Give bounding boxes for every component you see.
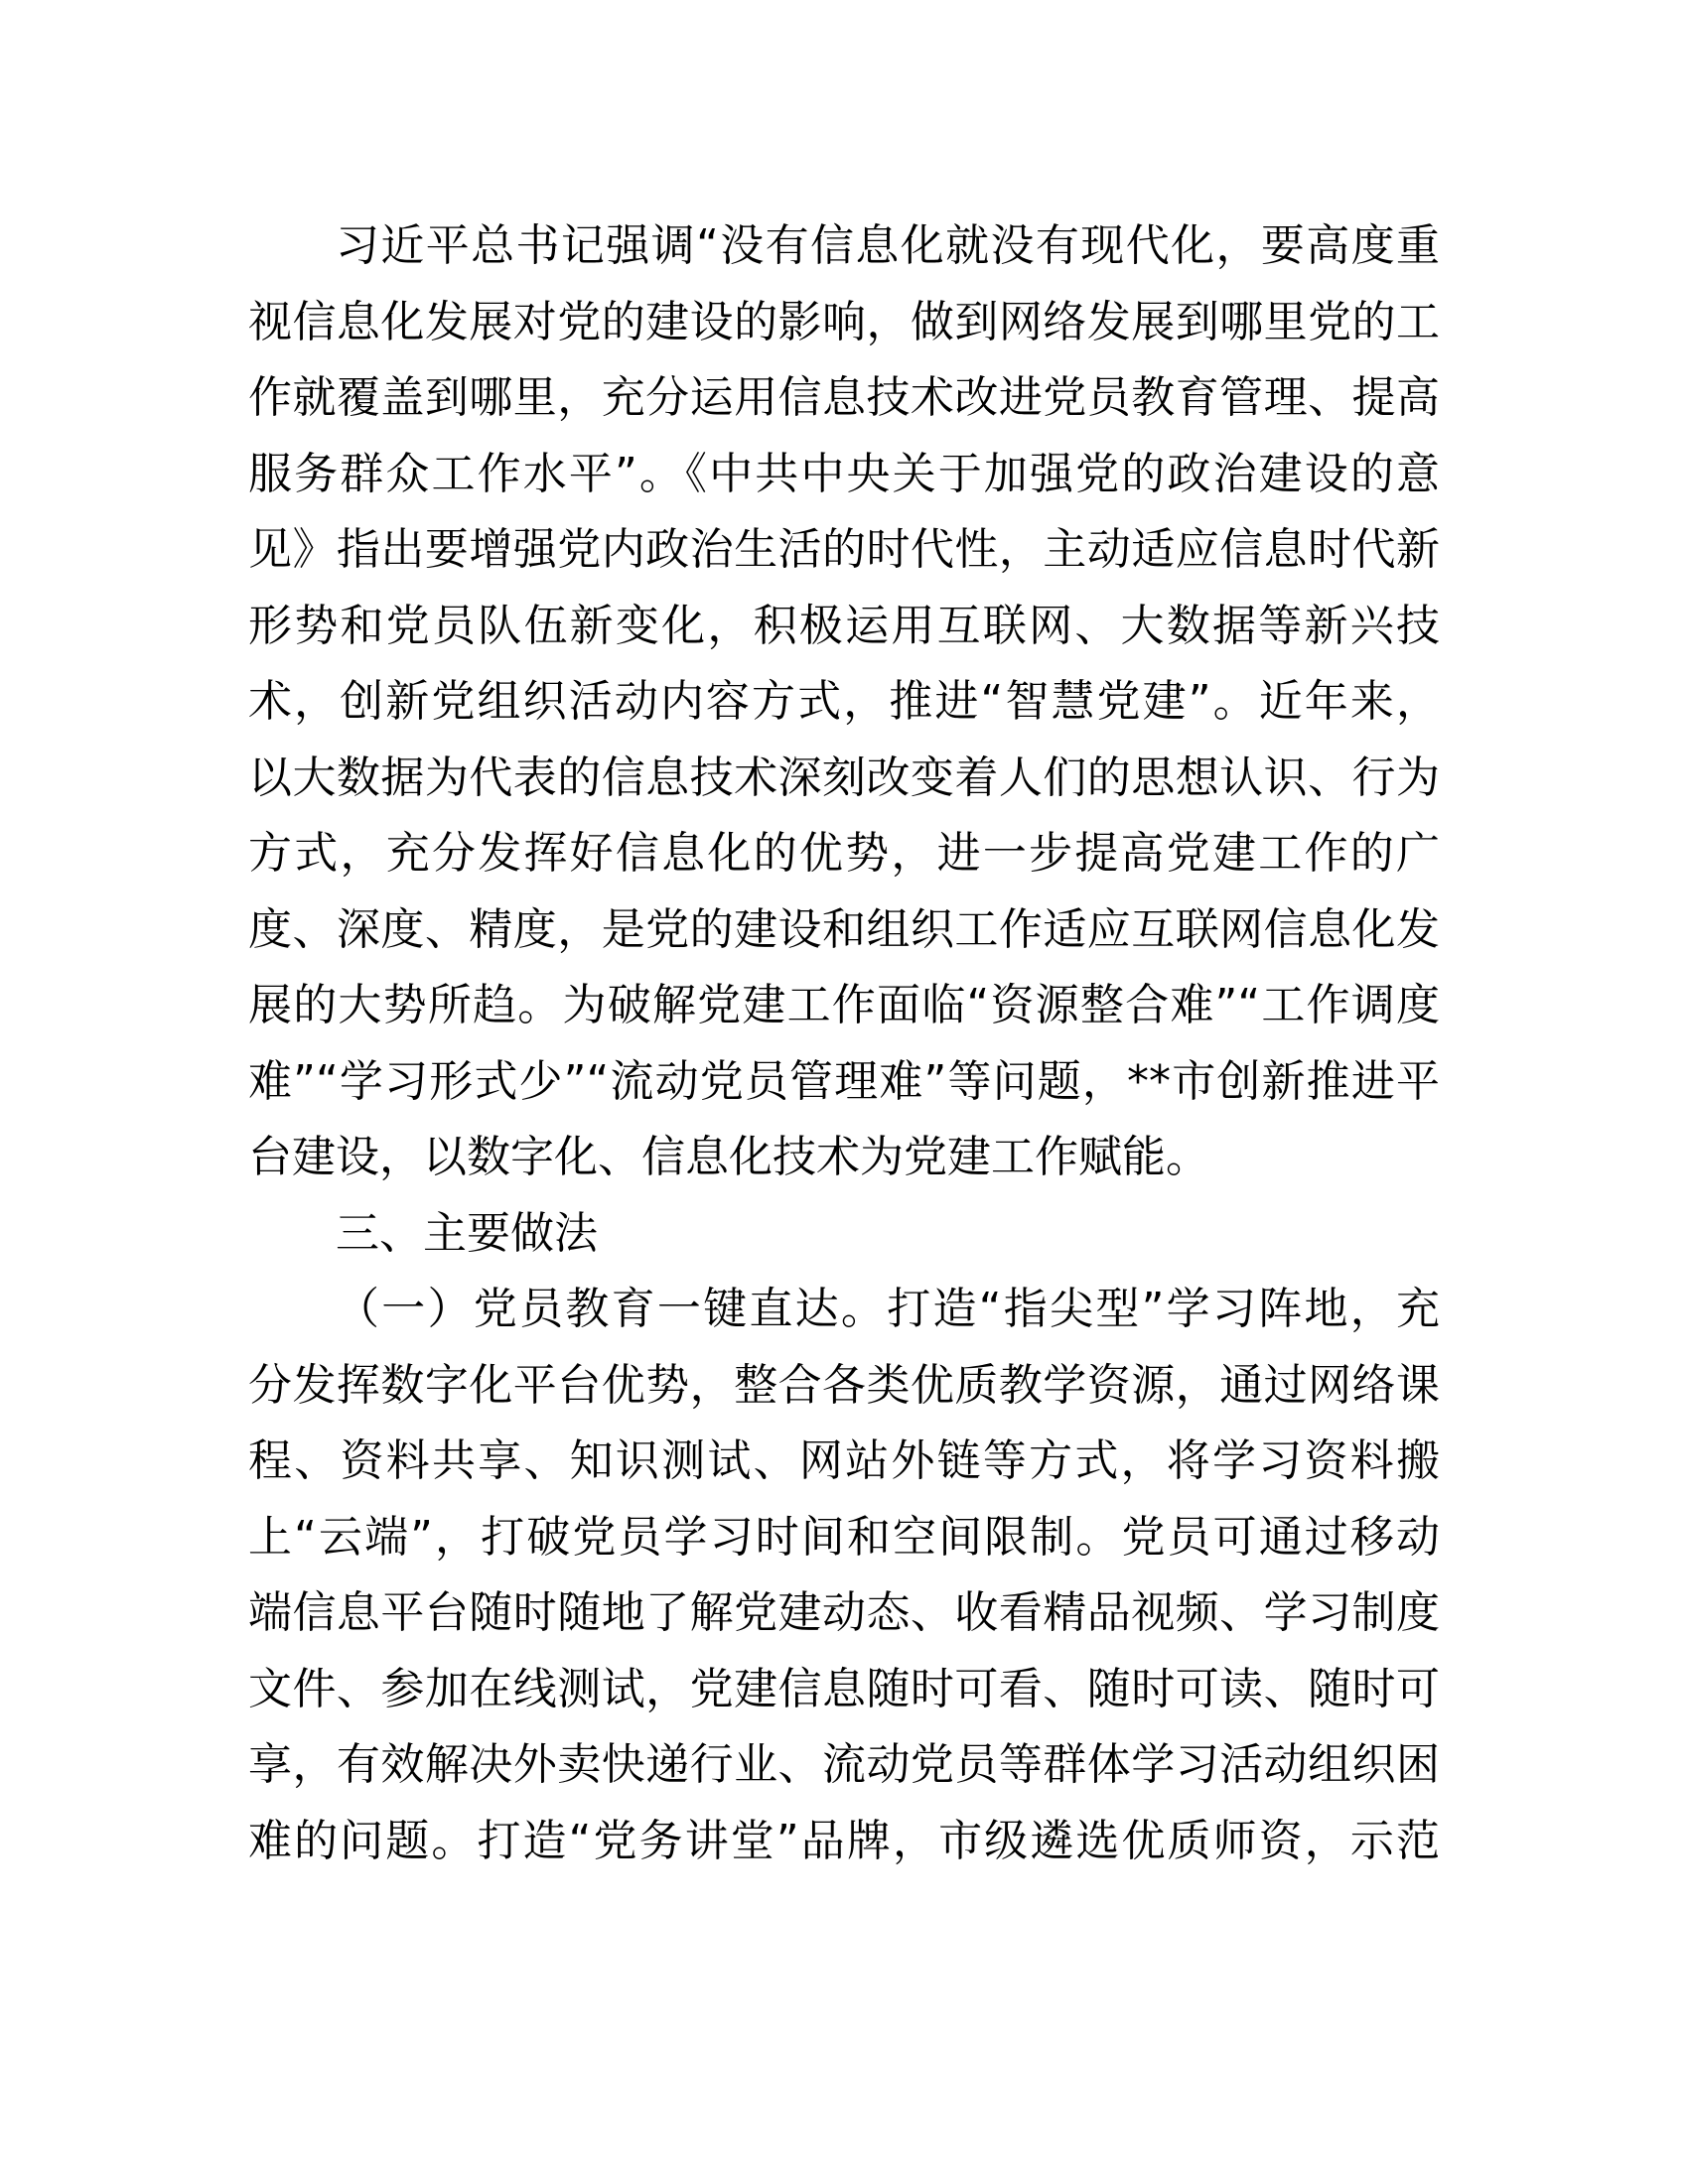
paragraph-line: 程、资料共享、知识测试、网站外链等方式，将学习资料搬 xyxy=(248,1435,1440,1486)
paragraph-line: 上“云端”，打破党员学习时间和空间限制。党员可通过移动 xyxy=(248,1511,1440,1563)
paragraph-line: 享，有效解决外卖快递行业、流动党员等群体学习活动组织困 xyxy=(248,1739,1440,1790)
paragraph-line: 度、深度、精度，是党的建设和组织工作适应互联网信息化发 xyxy=(248,903,1440,955)
section-heading xyxy=(248,1196,1440,1273)
paragraph-line: 形势和党员队伍新变化，积极运用互联网、大数据等新兴技 xyxy=(248,600,1440,651)
paragraph-line: 见》指出要增强党内政治生活的时代性，主动适应信息时代新 xyxy=(248,524,1440,575)
paragraph-line: 方式，充分发挥好信息化的优势，进一步提高党建工作的广 xyxy=(248,828,1440,879)
paragraph-line: 作就覆盖到哪里，充分运用信息技术改进党员教育管理、提高 xyxy=(248,372,1440,423)
paragraph-section-1 xyxy=(248,1272,1440,1879)
paragraph-line: 难”“学习形式少”“流动党员管理难”等问题，**市创新推进平 xyxy=(248,1055,1440,1107)
paragraph-line: 端信息平台随时随地了解党建动态、收看精品视频、学习制度 xyxy=(248,1587,1440,1638)
document-body xyxy=(248,208,1440,1879)
paragraph-line: 难的问题。打造“党务讲堂”品牌，市级遴选优质师资，示范 xyxy=(248,1815,1440,1866)
paragraph-line: 台建设，以数字化、信息化技术为党建工作赋能。 xyxy=(248,1132,1209,1182)
paragraph-line: 以大数据为代表的信息技术深刻改变着人们的思想认识、行为 xyxy=(248,751,1440,803)
paragraph-line: 分发挥数字化平台优势，整合各类优质教学资源，通过网络课 xyxy=(248,1359,1440,1411)
paragraph-line: 文件、参加在线测试，党建信息随时可看、随时可读、随时可 xyxy=(248,1663,1440,1714)
paragraph-line: 视信息化发展对党的建设的影响，做到网络发展到哪里党的工 xyxy=(248,296,1440,347)
paragraph-line: （一）党员教育一键直达。打造“指尖型”学习阵地，充 xyxy=(336,1284,1440,1334)
paragraph-line: 服务群众工作水平”。《中共中央关于加强党的政治建设的意 xyxy=(248,448,1440,499)
paragraph-line: 习近平总书记强调“没有信息化就没有现代化，要高度重 xyxy=(336,220,1440,271)
section-heading-text: 三、主要做法 xyxy=(336,1207,598,1259)
paragraph-line: 展的大势所趋。为破解党建工作面临“资源整合难”“工作调度 xyxy=(248,980,1440,1030)
paragraph-line: 术，创新党组织活动内容方式，推进“智慧党建”。近年来， xyxy=(248,676,1440,727)
paragraph-intro xyxy=(248,208,1440,1196)
